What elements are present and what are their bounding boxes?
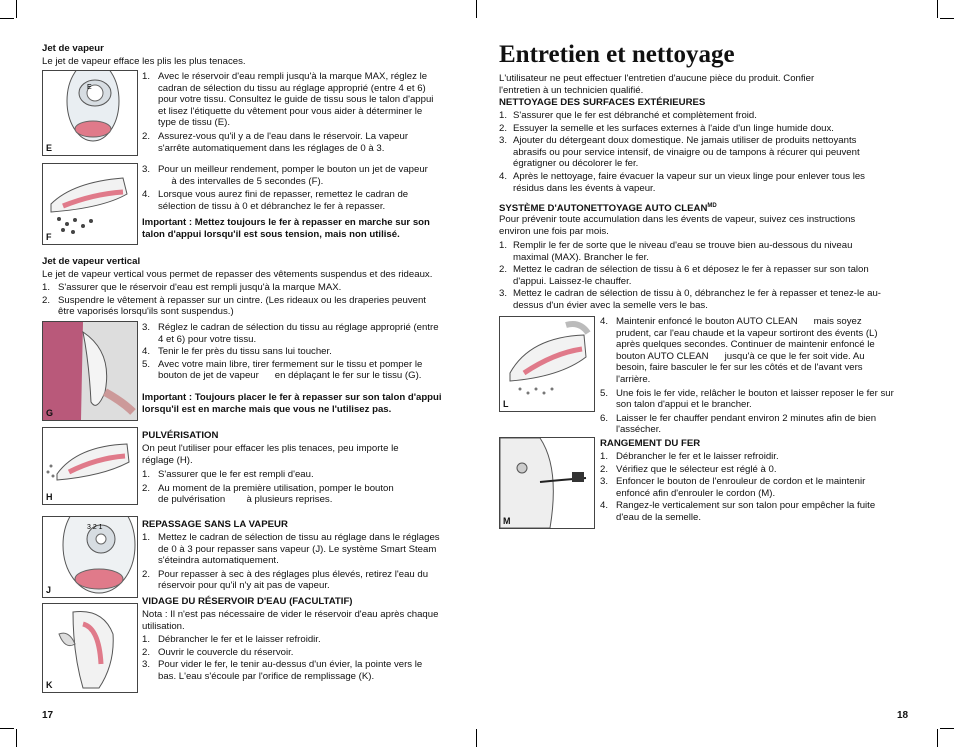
list-item (142, 647, 456, 659)
step-list (142, 322, 456, 383)
figure-label: J (46, 585, 52, 595)
list-item (142, 322, 456, 345)
list-line: S'assurer que le fer est rempli d'eau. (158, 469, 314, 480)
list-line: Mettez le cadran de sélection de tissu à 6 et déposez le fer à repasser sur son talon (513, 264, 869, 276)
list-line: de 0 à 3 pour repasser sans vapeur (J). Le système Smart Steam (158, 543, 437, 555)
figure-label: L (503, 399, 509, 409)
list-line: abrasifs ou pour service intensif, de vinaigre ou de tampons à récurer qui peuvent (513, 146, 860, 158)
spray-illustration (43, 428, 137, 504)
figure-m (499, 437, 595, 529)
list-item (42, 282, 462, 294)
list-item (499, 240, 919, 263)
list-line: Suspendre le vêtement à repasser sur un cintre. (Les rideaux ou les draperies peuvent (58, 294, 426, 306)
list-item (142, 71, 452, 129)
iron-steam-illustration (43, 164, 137, 244)
list-item (600, 500, 920, 523)
crop-mark (940, 728, 954, 729)
list-line: Laisser le fer chauffer pendant environ 2 minutes afin de bien (616, 412, 877, 424)
list-line: Remplir le fer de sorte que le niveau d'eau se trouve bien au-dessous du niveau (513, 240, 853, 251)
step-list (142, 634, 456, 683)
text-line: talon d'appui lorsqu'il est sous tension, mais non utilisé. (142, 228, 400, 240)
page-number: 18 (897, 710, 909, 721)
section-heading: REPASSAGE SANS LA VAPEUR (142, 519, 288, 530)
list-number: 1. (499, 240, 508, 251)
figure-l (499, 316, 595, 412)
step-list (142, 71, 452, 156)
list-line: Débrancher le fer et le laisser refroidir. (616, 451, 779, 462)
list-line: et lisez l'étiquette du vêtement pour vous aider à déterminer le (158, 105, 423, 117)
iron-dial-illustration (43, 71, 137, 155)
list-line: son talon d'appui et le brancher. (616, 399, 752, 411)
heading-text: SYSTÈME D'AUTONETTOYAGE AUTO CLEAN (499, 203, 708, 215)
list-line: résidus dans les évents à vapeur. (513, 182, 656, 194)
text-line: L'utilisateur ne peut effectuer l'entretien d'aucune pièce du produit. Confier (499, 73, 815, 84)
crop-mark (0, 18, 14, 19)
list-number: 3. (142, 659, 151, 671)
text-line: Nota : Il n'est pas nécessaire de vider le réservoir d'eau après chaque (142, 609, 439, 620)
list-line: égratigner ou décolorer le fer. (513, 158, 639, 170)
crop-mark (940, 18, 954, 19)
list-number: 1. (142, 469, 151, 480)
empty-tank-illustration (43, 604, 137, 692)
list-item (142, 131, 452, 154)
step-list (499, 110, 919, 195)
list-line: s'éteindra automatiquement. (158, 555, 279, 567)
list-line: l'assécher. (616, 424, 662, 436)
vertical-steam-illustration (43, 322, 137, 420)
text-line: Important : Toujours placer le fer à repasser sur son talon d'appui (142, 392, 442, 403)
list-item (499, 288, 919, 311)
figure-label: M (503, 516, 511, 526)
list-item (142, 469, 456, 481)
list-item (600, 451, 920, 463)
figure-label: E (46, 143, 53, 153)
list-line: dessus d'un évier avec la semelle vers le bas. (513, 299, 708, 311)
figure-label: K (46, 680, 53, 690)
list-number: 6. (600, 412, 609, 424)
list-item (142, 483, 456, 506)
list-item (600, 464, 920, 476)
list-number: 1. (600, 451, 609, 462)
crop-mark (16, 0, 17, 18)
list-line: cadran de sélection du tissu au réglage approprié (entre 4 et 6) (158, 82, 426, 94)
list-number: 2. (499, 264, 508, 276)
crop-mark (476, 0, 477, 18)
note (142, 609, 456, 632)
section-heading: PULVÉRISATION (142, 430, 219, 441)
text-line: Important : Mettez toujours le fer à repasser en marche sur son (142, 217, 430, 228)
list-line: bas. L'eau s'écoule par l'orifice de remplissage (K). (158, 670, 375, 682)
list-line: Tenir le fer près du tissu sans lui toucher. (158, 346, 332, 358)
list-number: 1. (42, 282, 51, 293)
list-line: Pour vider le fer, le tenir au-dessus d'un évier, la pointe vers le (158, 659, 423, 671)
list-line: à des intervalles de 5 secondes (F). (158, 175, 324, 187)
list-number: 1. (142, 634, 151, 645)
step-list (600, 316, 920, 438)
list-number: 4. (499, 170, 508, 182)
list-line: réservoir pour qu'il n'y ait pas de vapeur. (158, 580, 330, 592)
auto-clean-illustration (500, 317, 594, 411)
list-item (142, 359, 456, 382)
section-heading: Jet de vapeur vertical (42, 256, 141, 267)
list-line: Lorsque vous aurez fini de repasser, remettez le cadran de (158, 189, 409, 201)
list-line: s'arrête automatiquement dans les réglages de 0 à 3. (158, 142, 385, 154)
list-item (142, 532, 456, 567)
list-line: S'assurer que le fer est débranché et complètement froid. (513, 110, 757, 121)
text-line: On peut l'utiliser pour effacer les plis tenaces, peu importe le (142, 443, 399, 454)
list-line: enfoncé afin d'enrouler le cordon (M). (616, 487, 776, 499)
list-number: 4. (600, 316, 609, 327)
list-line: type de tissu (E). (158, 117, 230, 129)
list-item (600, 388, 920, 411)
page-number: 17 (42, 710, 54, 721)
step-list (142, 469, 456, 508)
list-line: après quelques secondes. Continuer de maintenir enfoncé le (616, 339, 875, 351)
section-heading: NETTOYAGE DES SURFACES EXTÉRIEURES (499, 97, 706, 108)
crop-mark (937, 729, 938, 747)
text-line: l'entretien à un technicien qualifié. (499, 84, 644, 96)
list-line: Après le nettoyage, faire évacuer la vapeur sur un vieux linge pour enlever tous les (513, 170, 865, 182)
cord-storage-illustration (500, 438, 594, 528)
crop-mark (476, 729, 477, 747)
list-item (142, 164, 454, 187)
list-line: Ajouter du détergeant doux domestique. Ne jamais utiliser de produits nettoyants (513, 135, 857, 147)
list-line: S'assurer que le réservoir d'eau est rempli jusqu'à la marque MAX. (58, 282, 342, 293)
list-line: Rangez-le verticalement sur son talon pour empêcher la fuite (616, 500, 876, 512)
list-line: Mettez le cadran de sélection de tissu au réglage dans le réglages (158, 532, 440, 543)
list-line: pour votre tissu. Consultez le guide de tissu sous le talon d'appui (158, 94, 434, 106)
list-number: 2. (142, 482, 151, 494)
list-number: 2. (42, 294, 51, 306)
list-number: 1. (142, 71, 151, 82)
list-line: de pulvérisation à plusieurs reprises. (158, 494, 333, 506)
list-number: 4. (600, 500, 609, 512)
list-number: 5. (600, 387, 609, 399)
important-note (142, 217, 454, 240)
list-line: Vérifiez que le sélecteur est réglé à 0. (616, 463, 777, 475)
list-line: bouton AUTO CLEAN jusqu'à ce que le fer soit vide. Au (616, 350, 865, 362)
paragraph: Le jet de vapeur vertical vous permet de repasser des vêtements suspendus et des rideaux. (42, 269, 433, 280)
figure-j (42, 516, 138, 598)
list-item (142, 569, 456, 592)
list-item (499, 171, 919, 194)
list-line: sélection de tissu à 0 et débranchez le fer à repasser. (158, 200, 386, 212)
list-line: maximal (MAX). Brancher le fer. (513, 251, 649, 263)
list-number: 5. (142, 358, 151, 370)
list-number: 2. (499, 122, 508, 134)
list-line: 4 et 6) pour votre tissu. (158, 333, 257, 345)
paragraph: Le jet de vapeur efface les plis les plus tenaces. (42, 56, 246, 67)
figure-label: G (46, 408, 54, 418)
list-item (42, 295, 462, 318)
section-heading (499, 201, 717, 215)
list-line: Avec le réservoir d'eau rempli jusqu'à la marque MAX, réglez le (158, 71, 428, 82)
list-line: Essuyer la semelle et les surfaces externes à l'aide d'un linge humide doux. (513, 122, 834, 134)
step-list (142, 164, 454, 214)
list-line: Au moment de la première utilisation, pomper le bouton (158, 482, 394, 494)
crop-mark (0, 728, 14, 729)
figure-label: H (46, 492, 53, 502)
step-list (499, 240, 919, 313)
list-line: Enfoncer le bouton de l'enrouleur de cordon et le maintenir (616, 476, 866, 488)
figure-e (42, 70, 138, 156)
list-line: d'eau de la semelle. (616, 511, 702, 523)
list-line: Ouvrir le couvercle du réservoir. (158, 646, 294, 658)
section-heading: VIDAGE DU RÉSERVOIR D'EAU (FACULTATIF) (142, 596, 353, 607)
figure-h (42, 427, 138, 505)
list-number: 4. (142, 189, 151, 201)
list-line: Mettez le cadran de sélection de tissu à 0, débranchez le fer à repasser et tenez-le au- (513, 288, 881, 300)
list-number: 4. (142, 346, 151, 358)
list-line: Assurez-vous qu'il y a de l'eau dans le réservoir. La vapeur (158, 130, 409, 142)
list-item (142, 659, 456, 682)
list-number: 2. (142, 130, 151, 142)
list-number: 2. (600, 463, 609, 475)
list-number: 1. (142, 532, 151, 543)
list-number: 2. (142, 646, 151, 658)
list-line: Une fois le fer vide, relâcher le bouton et laisser reposer le fer sur (616, 387, 894, 399)
list-number: 2. (142, 568, 151, 580)
trademark-sup: MD (707, 203, 717, 209)
step-list (600, 451, 920, 525)
list-item (142, 346, 456, 358)
svg-text:3 2 1: 3 2 1 (87, 524, 103, 531)
list-line: prudent, car l'eau chaude et la vapeur sortiront des évents (L) (616, 327, 878, 339)
list-item (142, 189, 454, 212)
list-item (600, 476, 920, 499)
list-number: 3. (600, 476, 609, 488)
list-line: l'arrière. (616, 373, 651, 385)
section-heading: Jet de vapeur (42, 43, 104, 54)
text-line: environ une fois par mois. (499, 225, 609, 237)
figure-k (42, 603, 138, 693)
list-line: être vaporisés lorsqu'ils sont suspendus.) (58, 306, 234, 318)
list-item (600, 316, 920, 386)
text-line: Pour prévenir toute accumulation dans les évents de vapeur, suivez ces instructions (499, 214, 856, 225)
list-item (499, 135, 919, 170)
step-list (42, 282, 462, 319)
list-item (499, 110, 919, 122)
list-line: Maintenir enfoncé le bouton AUTO CLEAN mais soyez (616, 316, 862, 327)
list-number: 3. (499, 288, 508, 300)
list-line: Débrancher le fer et le laisser refroidir. (158, 634, 321, 645)
list-line: besoin, faire basculer le fer sur les côtés et de l'avant vers (616, 362, 863, 374)
paragraph (499, 73, 919, 96)
list-line: Pour un meilleur rendement, pomper le bouton un jet de vapeur (158, 164, 428, 175)
svg-text:E: E (87, 84, 92, 91)
paragraph (499, 214, 919, 237)
figure-g (42, 321, 138, 421)
list-item (499, 264, 919, 287)
figure-label: F (46, 232, 52, 242)
paragraph (142, 443, 456, 466)
figure-f (42, 163, 138, 245)
step-list (142, 532, 456, 594)
section-heading: RANGEMENT DU FER (600, 438, 701, 449)
list-number: 1. (499, 110, 508, 121)
important-note (142, 392, 456, 415)
text-line: utilisation. (142, 620, 185, 632)
list-item (142, 634, 456, 646)
dial-illustration (43, 517, 137, 597)
list-item (600, 413, 920, 436)
crop-mark (16, 729, 17, 747)
list-number: 3. (499, 135, 508, 147)
list-line: bouton de jet de vapeur en déplaçant le fer sur le tissu (G). (158, 370, 422, 382)
list-number: 3. (142, 322, 151, 333)
list-line: Avec votre main libre, tirer fermement sur le tissu et pomper le (158, 358, 423, 370)
list-line: Réglez le cadran de sélection du tissu au réglage approprié (entre (158, 322, 439, 333)
list-item (499, 123, 919, 135)
list-line: Pour repasser à sec à des réglages plus élevés, retirez l'eau du (158, 568, 429, 580)
text-line: lorsqu'il est en marche mais que vous ne l'utilisez pas. (142, 403, 392, 415)
list-line: d'appui. Laissez-le chauffer. (513, 275, 632, 287)
list-number: 3. (142, 164, 151, 175)
text-line: réglage (H). (142, 454, 193, 466)
page-title: Entretien et nettoyage (499, 41, 735, 68)
crop-mark (937, 0, 938, 18)
